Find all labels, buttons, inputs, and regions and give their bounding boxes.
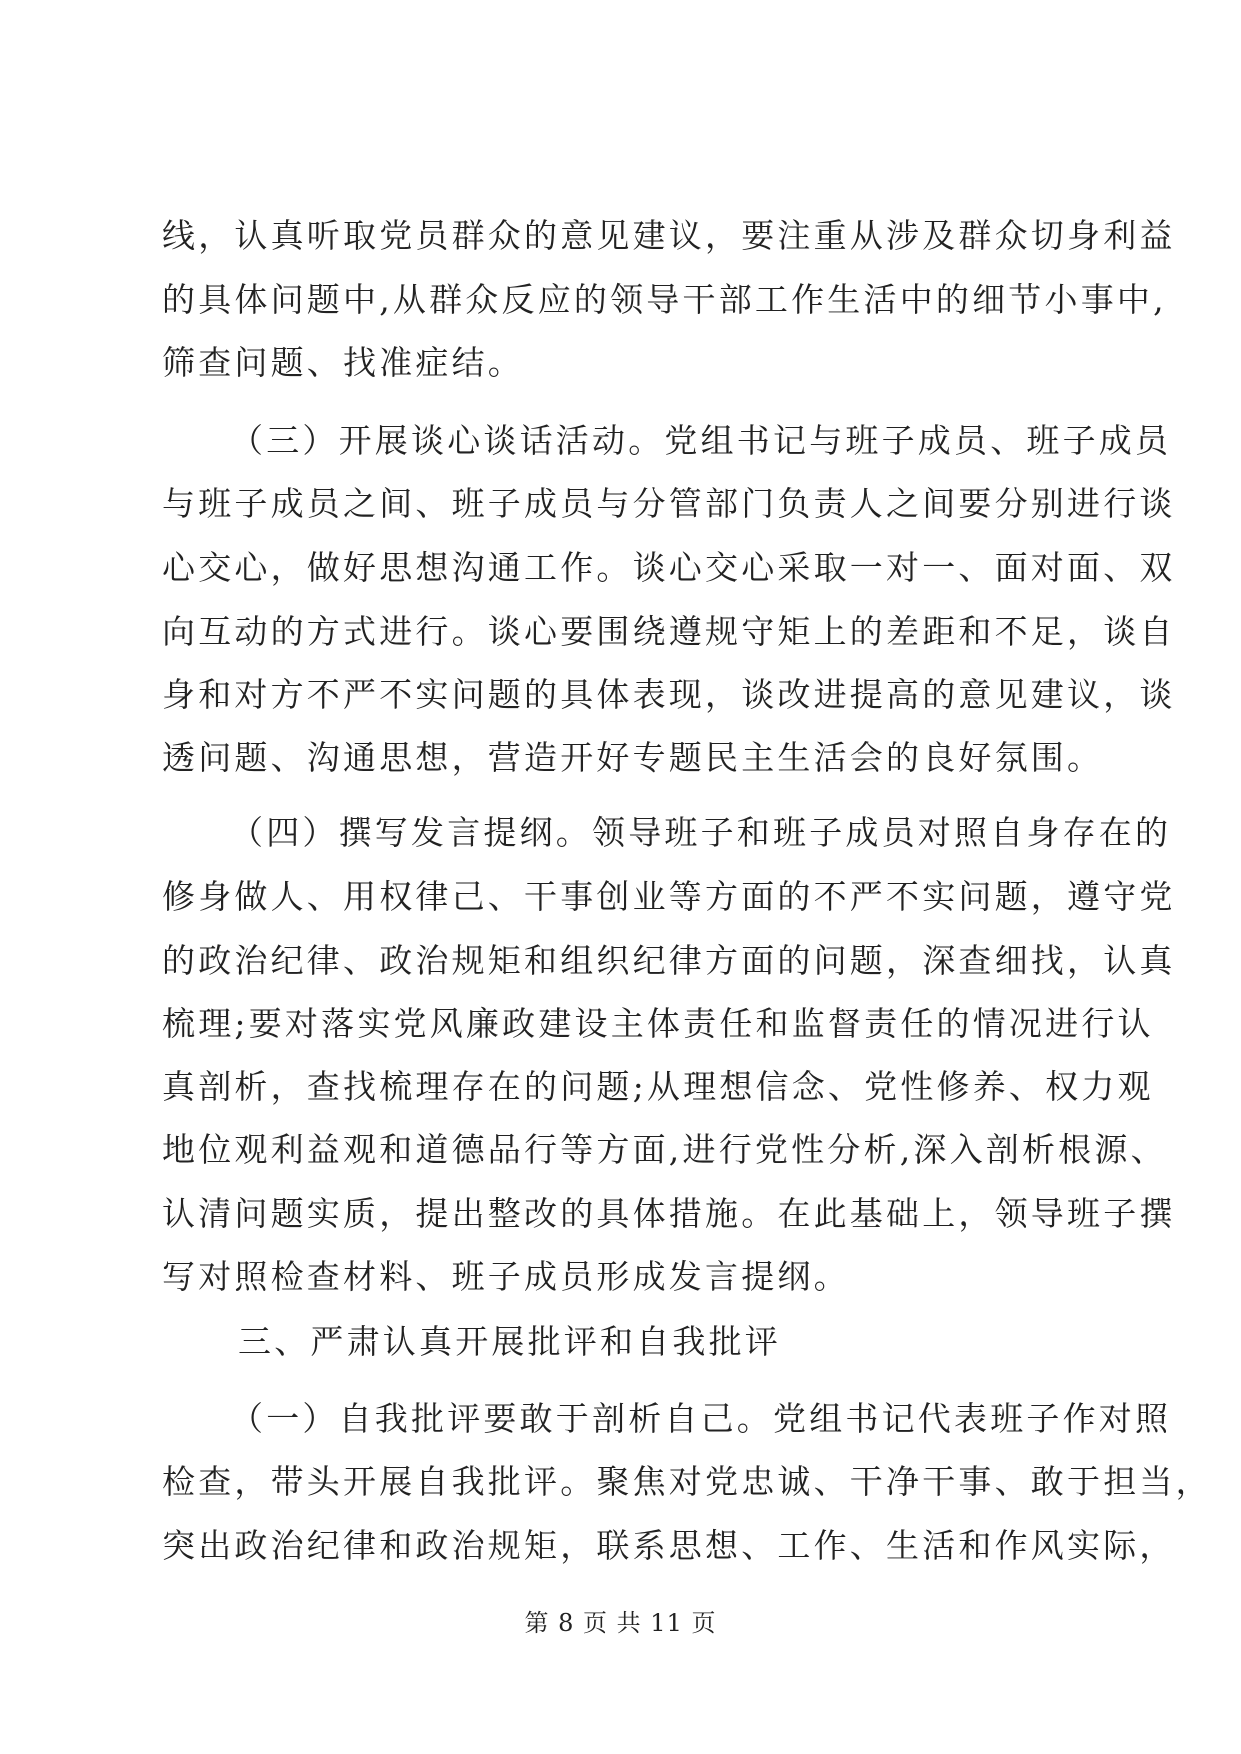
body-line: 透问题、沟通思想，营造开好专题民主生活会的良好氛围。: [162, 738, 1104, 777]
paragraph-first-line: （四）撰写发言提纲。领导班子和班子成员对照自身存在的: [230, 813, 1172, 852]
section-heading: 三、严肃认真开展批评和自我批评: [238, 1322, 781, 1361]
body-line: 向互动的方式进行。谈心要围绕遵规守矩上的差距和不足，谈自: [162, 612, 1176, 651]
body-line: 身和对方不严不实问题的具体表现，谈改进提高的意见建议，谈: [162, 675, 1176, 714]
body-line: 梳理;要对落实党风廉政建设主体责任和监督责任的情况进行认: [162, 1004, 1154, 1043]
body-line: 修身做人、用权律己、干事创业等方面的不严不实问题，遵守党: [162, 877, 1176, 916]
body-line: 地位观利益观和道德品行等方面,进行党性分析,深入剖析根源、: [162, 1130, 1167, 1169]
page-number-footer: 第 8 页 共 11 页: [524, 1609, 717, 1637]
body-line: 写对照检查材料、班子成员形成发言提纲。: [162, 1257, 850, 1296]
body-line: 检查，带头开展自我批评。聚焦对党忠诚、干净干事、敢于担当，: [162, 1462, 1212, 1501]
body-line: 真剖析，查找梳理存在的问题;从理想信念、党性修养、权力观: [162, 1067, 1154, 1106]
body-line: 的具体问题中,从群众反应的领导干部工作生活中的细节小事中,: [162, 280, 1167, 319]
body-line: 的政治纪律、政治规矩和组织纪律方面的问题，深查细找，认真: [162, 941, 1176, 980]
paragraph-first-line: （一）自我批评要敢于剖析自己。党组书记代表班子作对照: [230, 1399, 1172, 1438]
paragraph-first-line: （三）开展谈心谈话活动。党组书记与班子成员、班子成员: [230, 421, 1172, 460]
body-line: 心交心，做好思想沟通工作。谈心交心采取一对一、面对面、双: [162, 548, 1176, 587]
body-line: 突出政治纪律和政治规矩，联系思想、工作、生活和作风实际，: [162, 1526, 1176, 1565]
body-line: 与班子成员之间、班子成员与分管部门负责人之间要分别进行谈: [162, 484, 1176, 523]
body-line: 线，认真听取党员群众的意见建议，要注重从涉及群众切身利益: [162, 216, 1176, 255]
body-line: 认清问题实质，提出整改的具体措施。在此基础上，领导班子撰: [162, 1194, 1176, 1233]
body-line: 筛查问题、找准症结。: [162, 343, 524, 382]
